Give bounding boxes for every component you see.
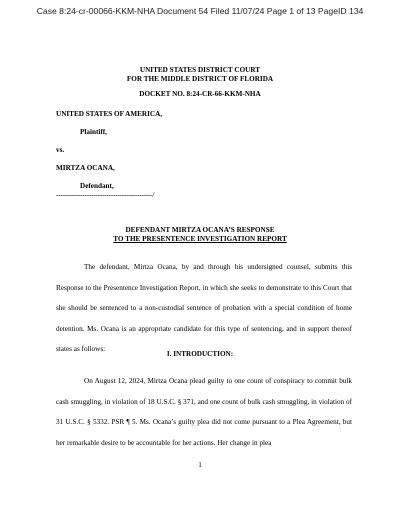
caption-divider: --------------------------------------------/	[56, 191, 155, 199]
intro-paragraph: The defendant, Mirtza Ocana, by and through his undersigned counsel, submits this Response to the Presentence Investigation Report, in which she seeks to demonstrate to this Court that she should be sentenced to a non-custodial sentence of probation with a special condition of home detention. Ms. Ocana is an appropriate candidate for this type of sentencing, and in support thereof states as follows:	[56, 263, 352, 353]
case-header-stamp: Case 8:24-cr-00066-KKM-NHA Document 54 Filed 11/07/24 Page 1 of 13 PageID 134	[36, 6, 364, 16]
versus-label: vs.	[56, 146, 65, 154]
plaintiff-role: Plaintiff,	[80, 128, 107, 136]
section-paragraph: On August 12, 2024, Mirtza Ocana plead guilty to one count of conspiracy to commit bulk cash smuggling, in violation of 18 U.S.C. § 371, and one count of bulk cash smuggling, in violation of 31 U.S.C. § 5332. PSR ¶ 5. Ms. Ocana’s guilty plea did not come pursuant to a Plea Agreement, but her remarkable desire to be accountable for her actions. Her change in plea	[56, 377, 352, 447]
court-district: FOR THE MIDDLE DISTRICT OF FLORIDA	[126, 75, 274, 83]
defendant-name: MIRTZA OCANA,	[56, 164, 115, 172]
defendant-role: Defendant,	[80, 182, 114, 190]
page-number: 1	[198, 461, 202, 469]
document-title	[0, 226, 400, 244]
section-heading: I. INTRODUCTION:	[166, 350, 234, 358]
court-name: UNITED STATES DISTRICT COURT	[139, 66, 261, 74]
title-line-2: TO THE PRESENTENCE INVESTIGATION REPORT	[113, 235, 287, 243]
docket-number: DOCKET NO. 8:24-CR-66-KKM-NHA	[139, 90, 261, 98]
court-heading	[0, 66, 400, 84]
title-line-1: DEFENDANT MIRTZA OCANA’S RESPONSE	[125, 226, 275, 234]
plaintiff-name: UNITED STATES OF AMERICA,	[56, 110, 163, 118]
